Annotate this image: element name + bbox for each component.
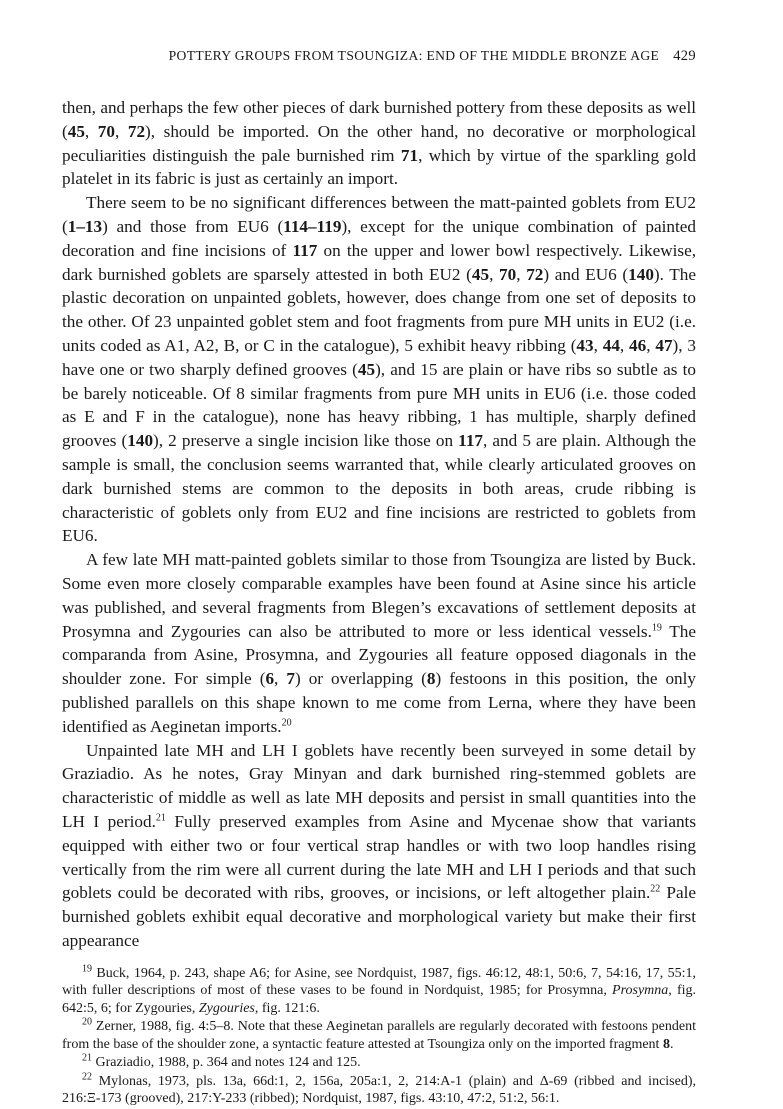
text-run: Buck, 1964, p. 243, shape A6; for Asine, see Nordquist, 1987, figs. 46:12, 48:1, 50:6, 7, 54:16, 17, 55:1, with fuller descriptions of most of these vases to be found in Nordquist, 1985; for Prosymna, [62,965,696,999]
catalogue-number: 47 [655,335,673,355]
footnote-ref: 19 [651,621,662,633]
catalogue-number: 8 [662,1036,670,1052]
text-run: ). The plastic decoration on unpainted goblets, however, does change from one set of deposits to the other. Of 23 unpainted goblet stem and foot fragments from pure MH units in EU2 (i.e. units coded as A1, A2, B, or C in the catalogue), 5 exhibit heavy ribbing ( [62,264,696,355]
text-run: ), and 15 are plain or have ribs so subtle as to be barely noticeable. Of 8 similar fragments from pure MH units in EU6 (i.e. those coded as E and F in the catalogue), none has heavy ribbing, 1 has multiple, sharply defined grooves ( [62,359,696,451]
catalogue-number: 71 [400,145,419,165]
footnote [62,1054,696,1072]
paragraph [62,548,696,738]
text-run: . [669,1036,674,1052]
text-run: Unpainted late MH and LH I goblets have recently been surveyed in some detail by Graziadio. As he notes, Gray Minyan and dark burnished ring-stemmed goblets are characteristic of middle as well as late MH deposits and persist in small quantities into the LH I period. [62,740,696,831]
footnote [62,965,696,1018]
footnote [62,1073,696,1108]
text-run: Fully preserved examples from Asine and Mycenae show that variants equipped with either two or four vertical strap handles or with two loop handles rising vertically from the rim were all current during the late MH and LH I periods and that such goblets could be decorated with ribs, grooves, or incisions, or left altogether plain. [62,811,697,903]
text-run: , [619,335,630,355]
footnote-ref: 21 [155,812,166,824]
text-run: , fig. 642:5, 6; for Zygouries, [62,983,696,1016]
catalogue-number: 7 [286,669,295,689]
catalogue-number: 45 [67,121,85,141]
footnote-ref: 20 [82,1016,92,1028]
catalogue-number: 114–119 [283,216,342,236]
catalogue-number: 45 [471,264,490,284]
text-run: ) festoons in this position, the only published parallels on this shape known to me come from Lerna, where they have been identified as Aeginetan imports. [62,669,697,736]
paragraph [62,739,696,953]
text-run: , and 5 are plain. Although the sample is small, the conclusion seems warranted that, while clearly articulated grooves on dark burnished stems are common to the deposits in both areas, crude ribbing is characteristic of goblets only from EU2 and fine incisions are restricted to goblets from EU6. [62,431,696,546]
italic-title: Prosymna [612,983,669,999]
catalogue-number: 72 [526,264,544,284]
text-run: , [274,669,287,689]
text-run: ), should be imported. On the other hand, no decorative or morphological peculiarities distinguish the pale burnished rim [62,121,697,165]
catalogue-number: 117 [458,431,484,451]
text-run: ), 3 have one or two sharply defined grooves ( [62,335,696,379]
running-head-title: POTTERY GROUPS FROM TSOUNGIZA: END OF THE MIDDLE BRONZE AGE [168,48,660,63]
text-run: Graziadio, 1988, p. 364 and notes 124 and 125. [92,1055,361,1071]
text-run: The comparanda from Asine, Prosymna, and Zygouries all feature opposed diagonals in the shoulder zone. For simple ( [62,621,696,689]
catalogue-number: 70 [97,121,115,141]
paragraph [62,191,696,548]
text-run: ) and those from EU6 ( [102,216,284,236]
text-run: , [489,264,500,284]
text-run: There seem to be no significant differences between the matt-painted goblets from EU2 ( [62,193,696,236]
text-run: , [84,121,98,141]
catalogue-number: 1–13 [67,216,103,236]
text-run: Zerner, 1988, fig. 4:5–8. Note that these Aeginetan parallels are regularly decorated with festoons pendent from the base of the shoulder zone, a syntactic feature attested at Tsoungiza only on the imported fragment [62,1019,696,1052]
text-run: then, and perhaps the few other pieces of dark burnished pottery from these deposits as well ( [62,98,696,141]
footnote-ref: 22 [650,883,661,895]
page-number: 429 [673,48,696,64]
catalogue-number: 43 [576,335,594,355]
paragraph [62,96,696,191]
catalogue-number: 45 [357,359,376,379]
catalogue-number: 140 [127,431,154,451]
catalogue-number: 46 [629,335,647,355]
footnote-ref: 19 [82,963,92,975]
text-run: , [114,121,128,141]
catalogue-number: 140 [628,264,654,284]
catalogue-number: 117 [292,240,318,260]
page [62,48,696,1109]
footnote-ref: 20 [281,716,292,728]
text-run: , [516,264,527,284]
catalogue-number: 44 [602,335,620,355]
text-run: , fig. 121:6. [254,1000,320,1016]
italic-title: Zygouries [198,1000,255,1016]
footnote [62,1018,696,1053]
catalogue-number: 70 [499,264,517,284]
text-run: A few late MH matt-painted goblets similar to those from Tsoungiza are listed by Buck. Some even more closely comparable examples have been found at Asine since his article was published, and several fragments from Blegen’s excavations of settlement deposits at Prosymna and Zygouries can also be attributed to more or less identical vessels. [62,550,696,641]
text-run: , [646,335,656,355]
catalogue-number: 8 [426,669,436,689]
text-run: ), except for the unique combination of painted decoration and fine incisions of [62,216,696,260]
text-run: ) or overlapping ( [294,669,427,689]
text-run: ) and EU6 ( [543,264,629,284]
footnote-ref: 22 [82,1071,92,1083]
body-text [62,96,696,953]
text-run: Mylonas, 1973, pls. 13a, 66d:1, 2, 156a, 205a:1, 2, 214:A-1 (plain) and Δ-69 (ribbed and incised), 216:Ξ-173 (grooved), 217:Y-233 (ribbed); Nordquist, 1987, figs. 43:10, 47:2, 51:2, 56:1. [62,1073,696,1107]
text-run: , [593,335,603,355]
running-head [62,48,696,70]
text-run: , which by virtue of the sparkling gold platelet in its fabric is just as certainly an import. [62,145,696,189]
catalogue-number: 72 [127,121,146,141]
text-run: on the upper and lower bowl respectively. Likewise, dark burnished goblets are sparsely attested in both EU2 ( [62,240,696,284]
text-run: ), 2 preserve a single incision like those on [153,431,459,451]
catalogue-number: 6 [265,669,275,689]
footnotes [62,965,696,1108]
text-run: Pale burnished goblets exhibit equal decorative and morphological variety but make their first appearance [62,883,697,950]
footnote-ref: 21 [82,1052,92,1064]
